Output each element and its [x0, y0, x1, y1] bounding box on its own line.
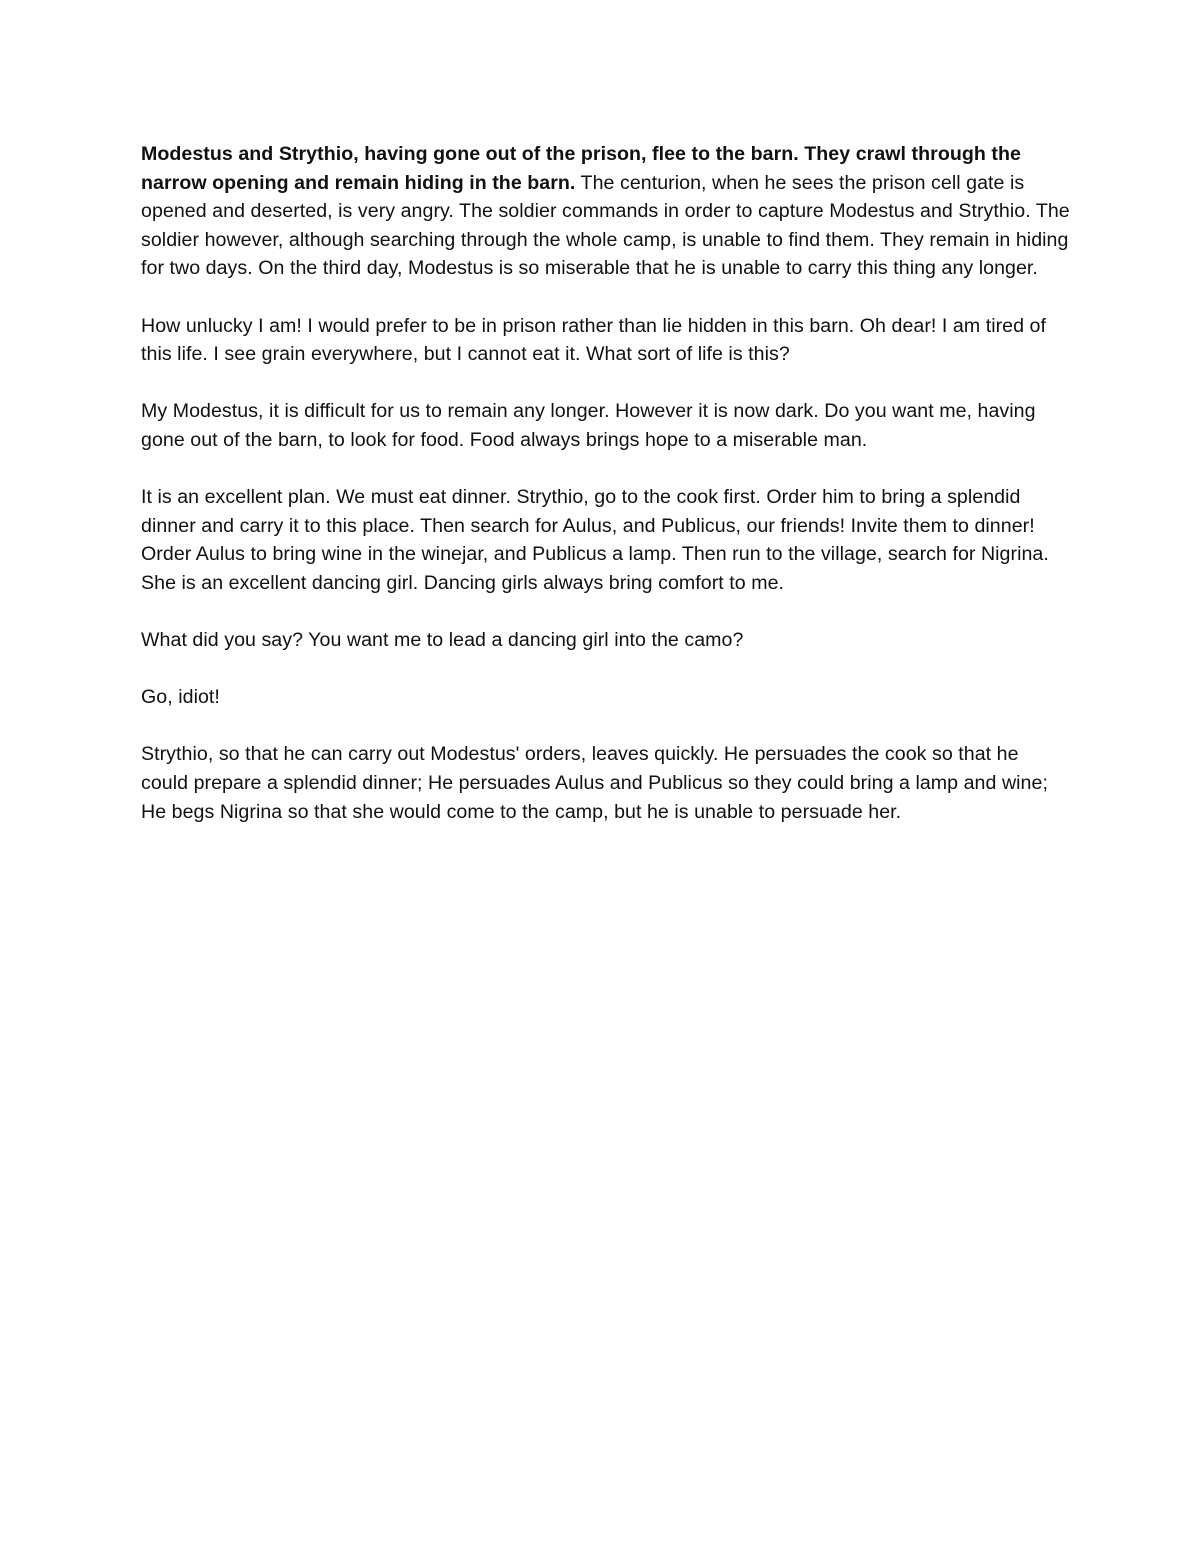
paragraph-narration-ending: Strythio, so that he can carry out Modestus' orders, leaves quickly. He persuades the cook so that he could prepare a splendid dinner; He persuades Aulus and Publicus so they could bring a lamp and wine; He begs Nigrina so that she would come to the camp, but he is unable to persuade her. [141, 743, 1048, 823]
paragraph-modestus-plan: It is an excellent plan. We must eat dinner. Strythio, go to the cook first. Order him to bring a splendid dinner and carry it to this place. Then search for Aulus, and Publicus, our friends! Invite them to dinner! Order Aulus to bring wine in the winejar, and Publicus a lamp. Then run to the village, search for Nigrina. She is an excellent dancing girl. Dancing girls always bring comfort to me. [141, 486, 1049, 594]
document-body [141, 140, 1071, 855]
paragraph-modestus-command: Go, idiot! [141, 686, 220, 709]
paragraph-bold-lead: Modestus and Strythio, having gone out of the prison, flee to the barn. They crawl through the narrow opening and remain hiding in the barn. [141, 143, 1021, 194]
paragraph-strythio-question: What did you say? You want me to lead a dancing girl into the camo? [141, 629, 744, 652]
paragraph-text: The centurion, when he sees the prison cell gate is opened and deserted, is very angry. The soldier commands in order to capture Modestus and Strythio. The soldier however, although searching through the whole camp, is unable to find them. They remain in hiding for two days. On the third day, Modestus is so miserable that he is unable to carry this thing any longer. [141, 171, 1070, 280]
paragraph-modestus-complaint: How unlucky I am! I would prefer to be in prison rather than lie hidden in this barn. Oh dear! I am tired of this life. I see grain everywhere, but I cannot eat it. What sort of life is this? [141, 314, 1046, 366]
paragraph-strythio-reply: My Modestus, it is difficult for us to remain any longer. However it is now dark. Do you want me, having gone out of the barn, to look for food. Food always brings hope to a miserable man. [141, 400, 1036, 451]
paragraph-narration-intro [141, 140, 1071, 283]
